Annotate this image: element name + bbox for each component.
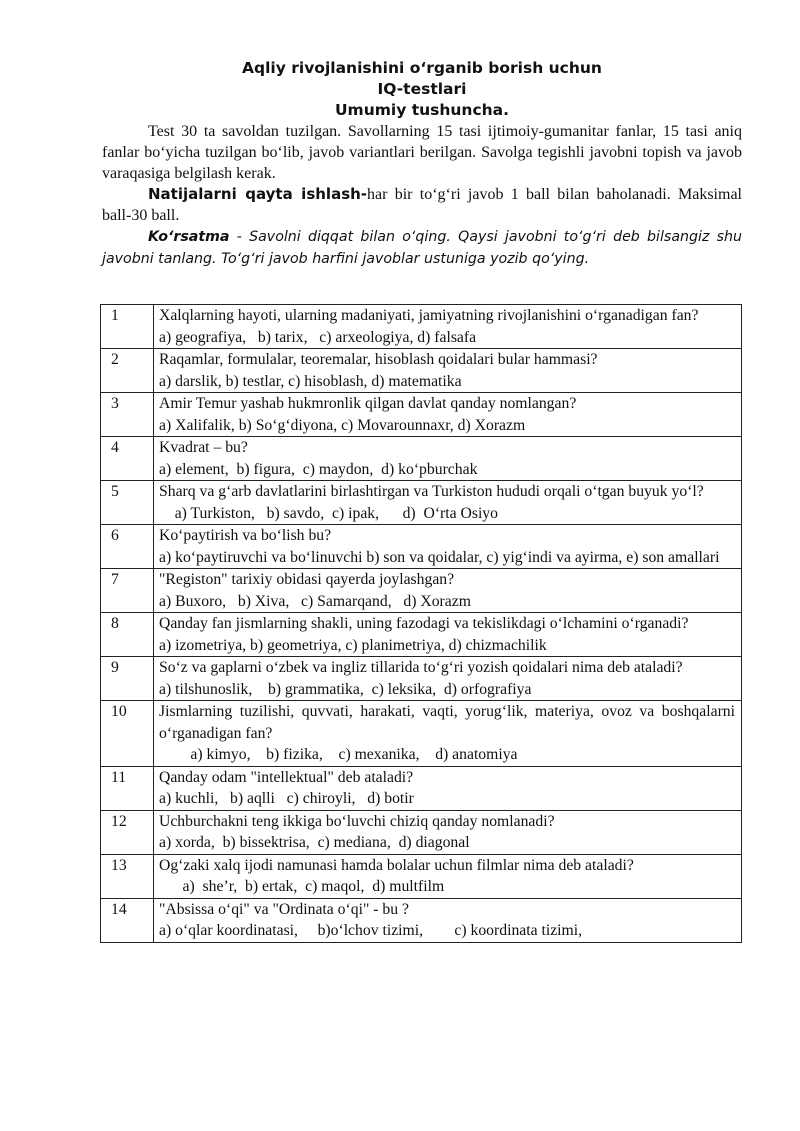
question-cell [154,349,742,393]
question-cell [154,481,742,525]
question-text: Sharq va g‘arb davlatlarini birlashtirgan va Turkiston hududi orqali o‘tgan buyuk yo‘l? [159,483,704,500]
question-cell [154,569,742,613]
scoring-text: har bir to‘g‘ri javob 1 ball bilan baholanadi. Maksimal ball-30 ball. [102,186,742,224]
question-text: Og‘zaki xalq ijodi namunasi hamda bolalar uchun filmlar nima deb ataladi? [159,856,634,874]
answer-options: a) izometriya, b) geometriya, c) planimetriya, d) chizmachilik [159,636,547,654]
question-row [101,898,742,942]
question-number: 1 [101,305,154,349]
answer-options: a) tilshunoslik, b) grammatika, c) leksika, d) orfografiya [159,680,532,698]
question-text: "Absissa o‘qi" va "Ordinata o‘qi" - bu ? [159,900,409,918]
document-title: Aqliy rivojlanishini o‘rganib borish uchun [242,59,602,77]
question-cell [154,613,742,657]
question-row [101,766,742,810]
answer-options: a) o‘qlar koordinatasi, b)o‘lchov tizimi, c) koordinata tizimi, [159,922,583,939]
question-cell [154,657,742,701]
question-row [101,810,742,854]
instruction-label: Ko‘rsatma [148,229,230,245]
question-cell [154,525,742,569]
question-number: 14 [101,898,154,942]
question-row [101,569,742,613]
question-cell [154,898,742,942]
question-row [101,481,742,525]
question-cell [154,810,742,854]
question-text: Qanday odam "intellektual" deb ataladi? [159,768,414,786]
question-row [101,393,742,437]
answer-options: a) Turkiston, b) savdo, c) ipak, d) O‘rta Osiyo [159,504,498,522]
question-text: So‘z va gaplarni o‘zbek va ingliz tillarida to‘g‘ri yozish qoidalari nima deb ataladi? [159,659,683,676]
question-number: 8 [101,613,154,657]
answer-options: a) she’r, b) ertak, c) maqol, d) multfilm [159,878,445,895]
question-cell [154,437,742,481]
question-row [101,657,742,701]
question-number: 9 [101,657,154,701]
question-text: Jismlarning tuzilishi, quvvati, harakati, vaqti, yorug‘lik, materiya, ovoz va boshqalarni o‘rganadigan fan? [159,703,735,742]
question-row [101,349,742,393]
question-text: Qanday fan jismlarning shakli, uning fazodagi va tekislikdagi o‘lchamini o‘rganadi? [159,615,689,632]
instruction-paragraph [102,226,742,270]
document-subtitle: IQ-testlari [377,80,467,98]
intro-paragraph: Test 30 ta savoldan tuzilgan. Savollarning 15 tasi ijtimoiy-gumanitar fanlar, 15 tasi aniq fanlar bo‘yicha tuzilgan bo‘lib, javob variantlari berilgan. Savolga tegishli javobni topish va javob varaqasiga belgilash kerak. [102,123,742,182]
question-number: 11 [101,766,154,810]
question-row [101,701,742,767]
question-text: Xalqlarning hayoti, ularning madaniyati, jamiyatning rivojlanishini o‘rganadigan fan? [159,307,699,324]
question-number: 13 [101,854,154,898]
answer-options: a) Xalifalik, b) So‘g‘diyona, c) Movarounnaxr, d) Xorazm [159,416,526,434]
document-page [102,58,742,270]
answer-options: a) element, b) figura, c) maydon, d) ko‘pburchak [159,460,478,478]
questions-table [100,304,742,943]
question-cell [154,854,742,898]
question-row [101,525,742,569]
question-number: 10 [101,701,154,767]
question-cell [154,701,742,767]
question-number: 12 [101,810,154,854]
question-number: 6 [101,525,154,569]
scoring-paragraph [102,184,742,226]
question-cell [154,393,742,437]
question-row [101,437,742,481]
scoring-label: Natijalarni qayta ishlash- [148,185,368,203]
question-text: Ko‘paytirish va bo‘lish bu? [159,527,332,544]
question-text: Kvadrat – bu? [159,439,248,456]
question-number: 2 [101,349,154,393]
question-cell [154,305,742,349]
answer-options: a) kuchli, b) aqlli c) chiroyli, d) botir [159,790,414,807]
answer-options: a) darslik, b) testlar, c) hisoblash, d) matematika [159,372,462,390]
question-row [101,305,742,349]
question-row [101,613,742,657]
answer-options: a) kimyo, b) fizika, c) mexanika, d) anatomiya [159,746,518,763]
answer-options: a) xorda, b) bissektrisa, c) mediana, d) diagonal [159,834,470,851]
answer-options: a) ko‘paytiruvchi va bo‘linuvchi b) son va qoidalar, c) yig‘indi va ayirma, e) son amallari [159,548,720,566]
answer-options: a) Buxoro, b) Xiva, c) Samarqand, d) Xorazm [159,592,471,610]
instruction-text: - Savolni diqqat bilan o‘qing. Qaysi javobni to‘g‘ri deb bilsangiz shu javobni tanlang. To‘g‘ri javob harfini javoblar ustuniga yozib qo‘ying. [102,229,742,267]
question-number: 3 [101,393,154,437]
question-number: 7 [101,569,154,613]
question-text: Amir Temur yashab hukmronlik qilgan davlat qanday nomlangan? [159,395,577,412]
question-cell [154,766,742,810]
question-text: Uchburchakni teng ikkiga bo‘luvchi chiziq qanday nomlanadi? [159,812,555,830]
question-number: 5 [101,481,154,525]
section-heading: Umumiy tushuncha. [334,101,510,119]
question-text: Raqamlar, formulalar, teoremalar, hisoblash qoidalari bular hammasi? [159,351,598,368]
question-row [101,854,742,898]
question-number: 4 [101,437,154,481]
answer-options: a) geografiya, b) tarix, c) arxeologiya, d) falsafa [159,328,477,346]
question-text: "Registon" tarixiy obidasi qayerda joylashgan? [159,571,455,588]
